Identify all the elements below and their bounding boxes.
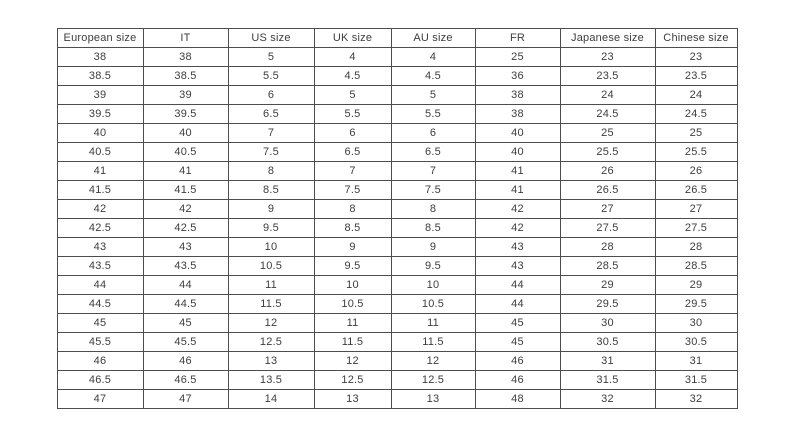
column-header: IT: [143, 29, 228, 48]
table-cell: 12: [228, 314, 314, 333]
table-cell: 23.5: [560, 67, 655, 86]
table-cell: 6: [228, 86, 314, 105]
table-cell: 42.5: [57, 219, 143, 238]
table-cell: 42.5: [143, 219, 228, 238]
table-cell: 45: [475, 314, 560, 333]
table-cell: 6.5: [314, 143, 391, 162]
table-cell: 25: [655, 124, 737, 143]
table-cell: 36: [475, 67, 560, 86]
table-cell: 9: [314, 238, 391, 257]
table-cell: 5.5: [391, 105, 475, 124]
header-row: [57, 29, 737, 48]
table-cell: 23: [560, 48, 655, 67]
table-cell: 12.5: [391, 371, 475, 390]
table-row: [57, 219, 737, 238]
table-cell: 43: [475, 238, 560, 257]
table-cell: 32: [655, 390, 737, 409]
table-cell: 24: [560, 86, 655, 105]
table-cell: 42: [143, 200, 228, 219]
table-cell: 4: [314, 48, 391, 67]
table-cell: 38: [475, 105, 560, 124]
table-cell: 6: [314, 124, 391, 143]
table-cell: 13: [391, 390, 475, 409]
table-cell: 44.5: [57, 295, 143, 314]
table-cell: 44: [475, 276, 560, 295]
table-cell: 7.5: [391, 181, 475, 200]
table-cell: 38.5: [57, 67, 143, 86]
table-cell: 45: [475, 333, 560, 352]
table-cell: 11: [391, 314, 475, 333]
table-cell: 30: [655, 314, 737, 333]
table-cell: 8: [228, 162, 314, 181]
table-cell: 9: [391, 238, 475, 257]
table-row: [57, 67, 737, 86]
table-cell: 5.5: [228, 67, 314, 86]
table-cell: 40: [143, 124, 228, 143]
table-cell: 7.5: [314, 181, 391, 200]
table-cell: 39.5: [57, 105, 143, 124]
table-cell: 29.5: [655, 295, 737, 314]
table-cell: 7: [228, 124, 314, 143]
table-cell: 25: [475, 48, 560, 67]
table-cell: 28: [655, 238, 737, 257]
table-cell: 7.5: [228, 143, 314, 162]
table-row: [57, 371, 737, 390]
table-cell: 23: [655, 48, 737, 67]
column-header: AU size: [391, 29, 475, 48]
table-row: [57, 238, 737, 257]
table-cell: 27.5: [560, 219, 655, 238]
table-cell: 12: [314, 352, 391, 371]
table-cell: 46.5: [57, 371, 143, 390]
table-cell: 28.5: [655, 257, 737, 276]
table-cell: 46: [143, 352, 228, 371]
shoe-size-conversion-table: [57, 28, 738, 409]
table-cell: 10.5: [391, 295, 475, 314]
table-cell: 44.5: [143, 295, 228, 314]
table-cell: 27: [560, 200, 655, 219]
table-row: [57, 352, 737, 371]
table-cell: 38: [57, 48, 143, 67]
table-cell: 10.5: [314, 295, 391, 314]
table-cell: 5: [228, 48, 314, 67]
table-cell: 43.5: [143, 257, 228, 276]
table-cell: 46.5: [143, 371, 228, 390]
column-header: FR: [475, 29, 560, 48]
table-cell: 12: [391, 352, 475, 371]
table-cell: 47: [143, 390, 228, 409]
table-cell: 4.5: [391, 67, 475, 86]
table-row: [57, 333, 737, 352]
table-cell: 12.5: [228, 333, 314, 352]
table-cell: 13: [314, 390, 391, 409]
table-cell: 9: [228, 200, 314, 219]
table-cell: 43: [57, 238, 143, 257]
table-cell: 29: [560, 276, 655, 295]
table-cell: 42: [475, 219, 560, 238]
table-cell: 40.5: [57, 143, 143, 162]
table-cell: 45: [143, 314, 228, 333]
table-row: [57, 124, 737, 143]
table-cell: 41.5: [57, 181, 143, 200]
table-cell: 41: [143, 162, 228, 181]
table-row: [57, 48, 737, 67]
column-header: US size: [228, 29, 314, 48]
table-cell: 8: [314, 200, 391, 219]
table-cell: 26.5: [560, 181, 655, 200]
table-cell: 5.5: [314, 105, 391, 124]
table-cell: 29: [655, 276, 737, 295]
table-row: [57, 181, 737, 200]
table-row: [57, 390, 737, 409]
table-cell: 44: [143, 276, 228, 295]
table-cell: 41.5: [143, 181, 228, 200]
table-cell: 10.5: [228, 257, 314, 276]
table-cell: 26: [655, 162, 737, 181]
table-cell: 42: [475, 200, 560, 219]
table-cell: 6: [391, 124, 475, 143]
table-cell: 29.5: [560, 295, 655, 314]
table-cell: 8: [391, 200, 475, 219]
table-cell: 25.5: [655, 143, 737, 162]
table-cell: 27.5: [655, 219, 737, 238]
table-cell: 24: [655, 86, 737, 105]
table-row: [57, 257, 737, 276]
table-cell: 9.5: [391, 257, 475, 276]
table-row: [57, 276, 737, 295]
table-cell: 14: [228, 390, 314, 409]
table-cell: 41: [475, 181, 560, 200]
column-header: Japanese size: [560, 29, 655, 48]
table-cell: 11: [228, 276, 314, 295]
table-cell: 27: [655, 200, 737, 219]
table-cell: 39: [143, 86, 228, 105]
table-row: [57, 143, 737, 162]
table-cell: 43.5: [57, 257, 143, 276]
table-cell: 11.5: [314, 333, 391, 352]
table-cell: 25.5: [560, 143, 655, 162]
table-cell: 44: [57, 276, 143, 295]
table-cell: 7: [314, 162, 391, 181]
table-cell: 46: [475, 352, 560, 371]
table-cell: 13: [228, 352, 314, 371]
table-cell: 28.5: [560, 257, 655, 276]
table-cell: 11.5: [228, 295, 314, 314]
table-cell: 25: [560, 124, 655, 143]
column-header: Chinese size: [655, 29, 737, 48]
table-cell: 31: [560, 352, 655, 371]
table-cell: 38: [475, 86, 560, 105]
table-cell: 10: [228, 238, 314, 257]
column-header: European size: [57, 29, 143, 48]
table-cell: 12.5: [314, 371, 391, 390]
table-row: [57, 314, 737, 333]
table-cell: 26: [560, 162, 655, 181]
table-cell: 5: [314, 86, 391, 105]
table-cell: 30.5: [655, 333, 737, 352]
table-cell: 30.5: [560, 333, 655, 352]
table-cell: 41: [475, 162, 560, 181]
table-cell: 38.5: [143, 67, 228, 86]
table-cell: 4: [391, 48, 475, 67]
table-cell: 39: [57, 86, 143, 105]
table-cell: 4.5: [314, 67, 391, 86]
table-cell: 11.5: [391, 333, 475, 352]
table-cell: 8.5: [391, 219, 475, 238]
table-cell: 46: [57, 352, 143, 371]
table-cell: 6.5: [228, 105, 314, 124]
table-cell: 47: [57, 390, 143, 409]
table-cell: 40: [57, 124, 143, 143]
table-cell: 28: [560, 238, 655, 257]
table-cell: 23.5: [655, 67, 737, 86]
table-cell: 26.5: [655, 181, 737, 200]
table-cell: 5: [391, 86, 475, 105]
table-cell: 45.5: [143, 333, 228, 352]
table-cell: 40: [475, 143, 560, 162]
table-cell: 11: [314, 314, 391, 333]
table-cell: 10: [391, 276, 475, 295]
table-cell: 31: [655, 352, 737, 371]
table-cell: 40: [475, 124, 560, 143]
table-cell: 45.5: [57, 333, 143, 352]
table-cell: 24.5: [655, 105, 737, 124]
table-cell: 9.5: [228, 219, 314, 238]
table-row: [57, 162, 737, 181]
table-cell: 24.5: [560, 105, 655, 124]
table-cell: 31.5: [560, 371, 655, 390]
table-cell: 44: [475, 295, 560, 314]
table-cell: 39.5: [143, 105, 228, 124]
table-cell: 31.5: [655, 371, 737, 390]
table-cell: 38: [143, 48, 228, 67]
table-row: [57, 86, 737, 105]
table-cell: 41: [57, 162, 143, 181]
table-row: [57, 295, 737, 314]
table-cell: 6.5: [391, 143, 475, 162]
table-cell: 43: [143, 238, 228, 257]
table-cell: 7: [391, 162, 475, 181]
table-cell: 8.5: [314, 219, 391, 238]
table-cell: 13.5: [228, 371, 314, 390]
column-header: UK size: [314, 29, 391, 48]
table-cell: 45: [57, 314, 143, 333]
table-cell: 40.5: [143, 143, 228, 162]
table-cell: 8.5: [228, 181, 314, 200]
table-cell: 46: [475, 371, 560, 390]
table-row: [57, 105, 737, 124]
table-cell: 9.5: [314, 257, 391, 276]
table-cell: 48: [475, 390, 560, 409]
table-cell: 32: [560, 390, 655, 409]
table-cell: 30: [560, 314, 655, 333]
table-row: [57, 200, 737, 219]
table-cell: 42: [57, 200, 143, 219]
table-cell: 43: [475, 257, 560, 276]
table-cell: 10: [314, 276, 391, 295]
